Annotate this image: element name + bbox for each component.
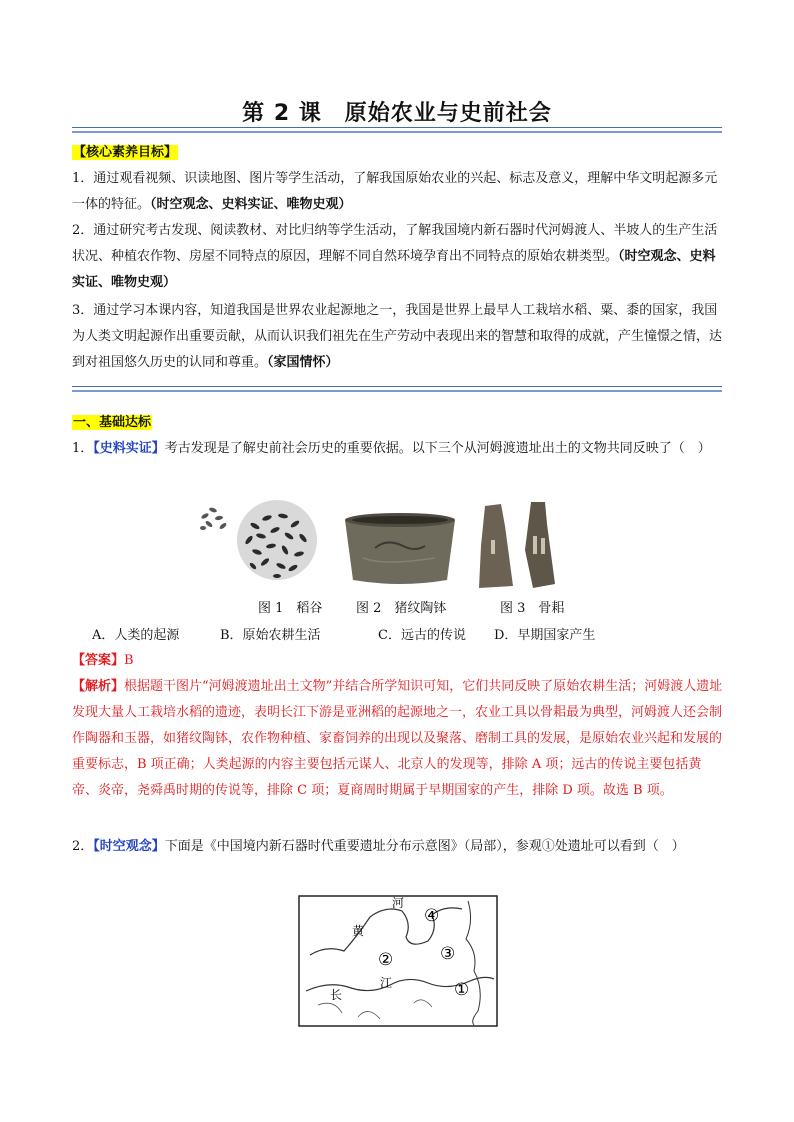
- question-2-tag: 【时空观念】: [93, 839, 165, 854]
- option-b[interactable]: B．原始农耕生活: [220, 628, 321, 643]
- question-1-tag: 【史料实证】: [93, 441, 165, 456]
- caption-fig3: 图 3 骨耜: [500, 601, 565, 616]
- core-goals-tag: 【核心素养目标】: [73, 145, 178, 160]
- caption-fig2: 图 2 猪纹陶钵: [356, 601, 447, 616]
- core-goals-heading: [72, 141, 178, 160]
- title-rule-thin: [72, 127, 722, 128]
- label-chang: 长: [330, 988, 343, 1002]
- bone-spade-image: [479, 502, 555, 588]
- section-tag: 一、基础达标: [73, 415, 152, 430]
- answer-line: 【答案】B: [72, 653, 134, 668]
- site-3: ③: [440, 944, 456, 964]
- neolithic-sites-map: [298, 895, 498, 1027]
- answer-value: B: [124, 653, 134, 668]
- option-d[interactable]: D．早期国家产生: [494, 628, 596, 643]
- section-heading: [72, 411, 152, 430]
- question-2-stem: 2．【时空观念】下面是《中国境内新石器时代重要遗址分布示意图》（局部），参观①处遗址可以看到（ ）: [72, 839, 685, 854]
- page-title: 第 2 课 原始农业与史前社会: [242, 101, 552, 126]
- section-rule-thick: [72, 390, 722, 392]
- artifact-figures: [195, 496, 575, 592]
- site-4: ④: [424, 906, 440, 926]
- site-1: ①: [454, 980, 470, 1000]
- pig-pottery-bowl-image: [345, 513, 455, 584]
- label-jiang: 江: [380, 976, 393, 990]
- option-c[interactable]: C．远古的传说: [378, 628, 466, 643]
- label-he: 河: [392, 896, 405, 910]
- core-goal-1: 1．通过观看视频、识读地图、图片等学生活动，了解我国原始农业的兴起、标志及意义，理解中华文明起源多元一体的特征。（时空观念、史料实证、唯物史观）: [72, 171, 718, 212]
- core-goal-2: 2．通过研究考古发现、阅读教材、对比归纳等学生活动，了解我国境内新石器时代河姆渡人、半坡人的生产生活状况、种植农作物、房屋不同特点的原因，理解不同自然环境孕育出不同特点的原始农耕类型。（时空观念、史料实证、唯物史观）: [72, 223, 718, 290]
- rice-grains-image: [200, 500, 317, 580]
- title-rule-thick: [72, 131, 722, 133]
- section-rule-thin: [72, 386, 722, 387]
- label-huang: 黄: [352, 924, 365, 938]
- question-1-stem: 1．【史料实证】考古发现是了解史前社会历史的重要依据。以下三个从河姆渡遗址出土的文物共同反映了（ ）: [72, 441, 711, 456]
- core-goal-3: 3．通过学习本课内容，知道我国是世界农业起源地之一，我国是世界上最早人工栽培水稻、粟、黍的国家，我国为人类文明起源作出重要贡献，从而认识我们祖先在生产劳动中表现出来的智慧和取得的成就，产生憧憬之情，达到对祖国悠久历史的认同和尊重。（家国情怀）: [72, 303, 723, 370]
- site-2: ②: [378, 950, 394, 970]
- option-a[interactable]: A．人类的起源: [92, 628, 180, 643]
- analysis-paragraph: 【解析】根据题干图片“河姆渡遗址出土文物”并结合所学知识可知，它们共同反映了原始农耕生活；河姆渡人遗址发现大量人工栽培水稻的遗迹，表明长江下游是亚洲稻的起源地之一，农业工具以骨耜最为典型，河姆渡人还会制作陶器和玉器，如猪纹陶钵，农作物种植、家畜饲养的出现以及聚落、磨制工具的发展，是原始农业兴起和发展的重要标志，B 项正确；人类起源的内容主要包括元谋人、北京人的发现等，排除 A 项；远古的传说主要包括黄帝、炎帝，尧舜禹时期的传说等，排除 C 项；夏商周时期属于早期国家的产生，排除 D 项。故选 B 项。: [72, 679, 723, 798]
- caption-fig1: 图 1 稻谷: [258, 601, 323, 616]
